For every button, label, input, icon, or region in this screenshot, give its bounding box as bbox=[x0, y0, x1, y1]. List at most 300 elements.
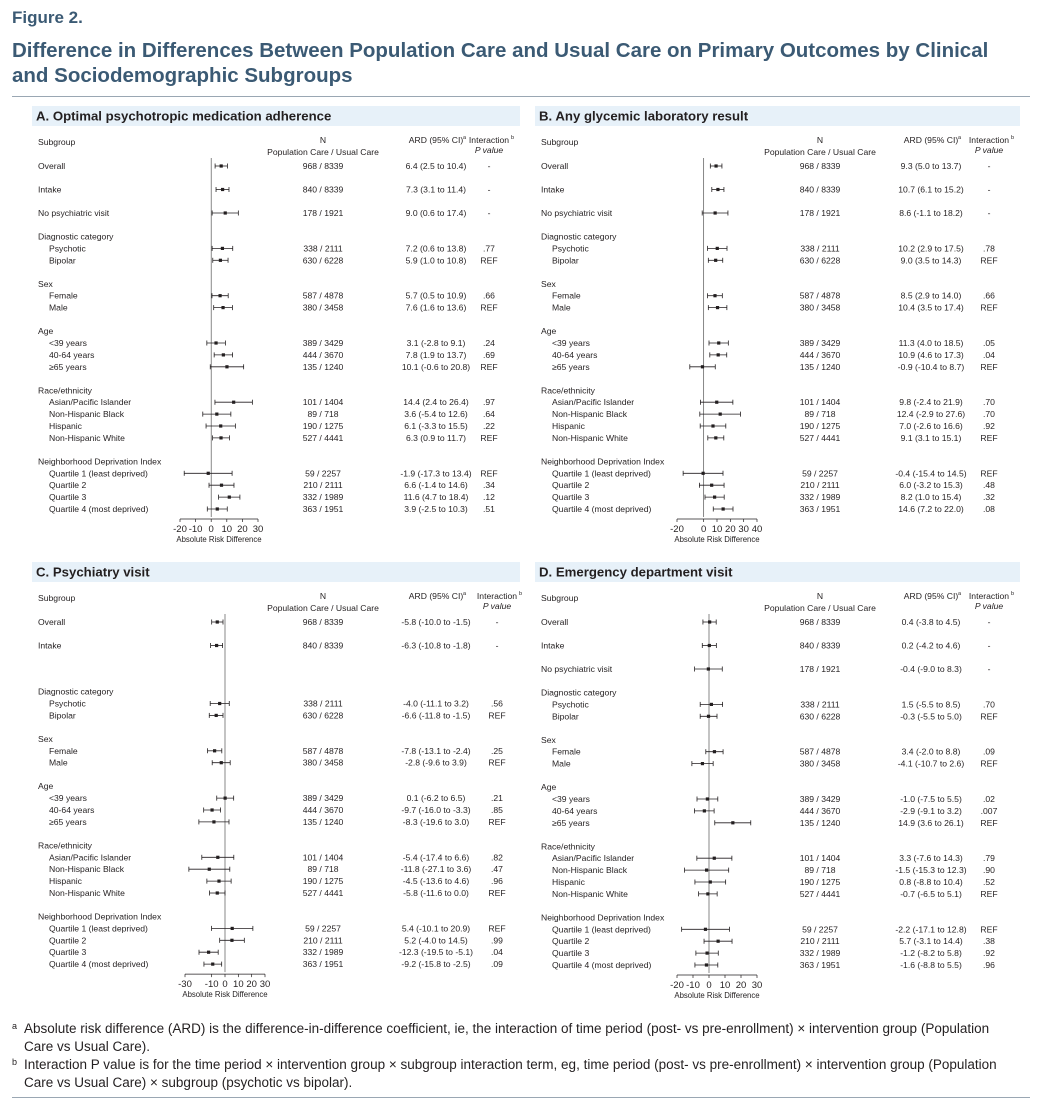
subgroup-label: <39 years bbox=[49, 793, 87, 804]
column-header-ard-sup: a bbox=[958, 591, 962, 597]
ard-value: 10.4 (3.5 to 17.4) bbox=[898, 302, 964, 313]
subgroup-label: Bipolar bbox=[552, 255, 579, 266]
ard-value: 8.5 (2.9 to 14.0) bbox=[900, 290, 962, 301]
subgroup-label: ≥65 years bbox=[49, 361, 87, 372]
subgroup-heading: Neighborhood Deprivation Index bbox=[38, 456, 162, 467]
x-axis-tick-label: 40 bbox=[751, 524, 763, 535]
column-header-n-sub: Population Care / Usual Care bbox=[764, 147, 876, 157]
ard-value: -2.9 (-9.1 to 3.2) bbox=[900, 805, 962, 816]
p-value: REF bbox=[980, 888, 998, 899]
subgroup-label: Bipolar bbox=[49, 255, 76, 266]
ard-value: 9.8 (-2.4 to 21.9) bbox=[899, 397, 963, 408]
subgroup-label: Non-Hispanic Black bbox=[552, 865, 627, 876]
n-value: 389 / 3429 bbox=[302, 338, 344, 348]
point-estimate bbox=[702, 472, 705, 475]
ard-value: 12.4 (-2.9 to 27.6) bbox=[896, 409, 966, 420]
n-value: 190 / 1275 bbox=[302, 421, 344, 431]
p-value: REF bbox=[488, 816, 506, 827]
point-estimate bbox=[717, 940, 720, 943]
ard-value: -5.8 (-11.6 to 0.0) bbox=[403, 888, 469, 899]
point-estimate bbox=[705, 952, 708, 955]
subgroup-label: <39 years bbox=[552, 794, 590, 804]
n-value: 178 / 1921 bbox=[799, 208, 841, 218]
p-value: .92 bbox=[983, 948, 995, 959]
n-value: 59 / 2257 bbox=[802, 924, 838, 935]
ard-value: 9.0 (3.5 to 14.3) bbox=[900, 255, 962, 266]
ard-value: -4.0 (-11.1 to 3.2) bbox=[403, 698, 469, 709]
n-value: 59 / 2257 bbox=[305, 923, 341, 934]
n-value: 363 / 1951 bbox=[302, 959, 344, 970]
point-estimate bbox=[224, 211, 227, 214]
p-value: .79 bbox=[983, 853, 995, 864]
x-axis-tick-label: 30 bbox=[738, 524, 749, 535]
subgroup-label: <39 years bbox=[49, 338, 87, 348]
subgroup-label: Quartile 2 bbox=[552, 936, 590, 947]
subgroup-label: Intake bbox=[38, 640, 62, 651]
n-value: 527 / 4441 bbox=[302, 432, 344, 443]
column-header-subgroup: Subgroup bbox=[38, 137, 76, 147]
p-value: REF bbox=[980, 468, 998, 479]
n-value: 363 / 1951 bbox=[302, 504, 344, 514]
p-value: .05 bbox=[983, 338, 995, 348]
p-value: .69 bbox=[483, 349, 495, 360]
subgroup-label: Female bbox=[552, 290, 581, 301]
subgroup-label: Quartile 1 (least deprived) bbox=[49, 468, 148, 479]
ard-value: 7.2 (0.6 to 13.8) bbox=[405, 243, 467, 254]
column-header-ard: ARD (95% CI) bbox=[903, 135, 959, 145]
subgroup-heading: Diagnostic category bbox=[38, 686, 114, 697]
subgroup-label: Non-Hispanic Black bbox=[49, 864, 124, 875]
n-value: 630 / 6228 bbox=[799, 711, 841, 722]
point-estimate bbox=[207, 472, 210, 475]
subgroup-heading: Neighborhood Deprivation Index bbox=[38, 911, 162, 922]
point-estimate bbox=[722, 507, 725, 510]
x-axis-label: Absolute Risk Difference bbox=[674, 991, 760, 1000]
n-value: 380 / 3458 bbox=[302, 302, 344, 313]
ard-value: 7.3 (3.1 to 11.4) bbox=[405, 184, 467, 195]
n-value: 587 / 4878 bbox=[799, 290, 841, 301]
n-value: 332 / 1989 bbox=[302, 947, 344, 958]
p-value: - bbox=[987, 640, 991, 651]
column-header-ard-sup: a bbox=[463, 591, 467, 597]
n-value: 190 / 1275 bbox=[799, 421, 841, 431]
p-value: .66 bbox=[983, 290, 995, 301]
subgroup-label: Hispanic bbox=[552, 421, 585, 431]
ard-value: -0.4 (-9.0 to 8.3) bbox=[900, 664, 962, 674]
column-header-ard-sup: a bbox=[463, 135, 467, 141]
p-value: .64 bbox=[483, 409, 495, 420]
figure-title: Difference in Differences Between Population Care and Usual Care on Primary Outcomes by Clinical and Sociodemographic Subgroups bbox=[12, 39, 989, 87]
subgroup-label: Intake bbox=[38, 184, 62, 195]
point-estimate bbox=[709, 880, 712, 883]
subgroup-label: No psychiatric visit bbox=[541, 208, 613, 218]
x-axis-tick-label: 30 bbox=[252, 524, 264, 535]
n-value: 89 / 718 bbox=[804, 409, 836, 420]
n-value: 338 / 2111 bbox=[303, 698, 343, 709]
x-axis-tick-label: -20 bbox=[670, 980, 684, 991]
ard-value: 5.7 (-3.1 to 14.4) bbox=[899, 936, 963, 947]
subgroup-heading: Sex bbox=[541, 278, 556, 289]
subgroup-label: <39 years bbox=[552, 338, 590, 348]
ard-value: 6.3 (0.9 to 11.7) bbox=[405, 432, 467, 443]
subgroup-heading: Neighborhood Deprivation Index bbox=[541, 456, 665, 467]
point-estimate bbox=[220, 164, 223, 167]
subgroup-label: ≥65 years bbox=[552, 361, 590, 372]
point-estimate bbox=[210, 808, 213, 811]
point-estimate bbox=[714, 164, 717, 167]
subgroup-heading: Sex bbox=[38, 278, 53, 289]
panel-title: C. Psychiatry visit bbox=[36, 564, 150, 580]
p-value: - bbox=[487, 208, 491, 218]
ard-value: -1.2 (-8.2 to 5.8) bbox=[900, 948, 962, 959]
p-value: .25 bbox=[491, 745, 503, 756]
subgroup-label: Overall bbox=[38, 617, 66, 627]
n-value: 840 / 8339 bbox=[799, 640, 841, 651]
column-header-subgroup: Subgroup bbox=[541, 593, 579, 603]
x-axis-tick-label: -10 bbox=[188, 524, 203, 535]
point-estimate bbox=[710, 703, 713, 706]
n-value: 840 / 8339 bbox=[799, 184, 841, 195]
x-axis-tick-label: 30 bbox=[259, 979, 271, 991]
point-estimate bbox=[224, 797, 227, 800]
point-estimate bbox=[225, 365, 228, 368]
n-value: 630 / 6228 bbox=[799, 255, 841, 266]
p-value: .02 bbox=[983, 794, 995, 804]
n-value: 587 / 4878 bbox=[302, 745, 344, 756]
subgroup-label: Asian/Pacific Islander bbox=[49, 852, 132, 863]
column-header-n-sub: Population Care / Usual Care bbox=[267, 603, 379, 613]
subgroup-label: 40-64 years bbox=[552, 349, 598, 360]
x-axis-tick-label: 30 bbox=[751, 980, 763, 991]
n-value: 968 / 8339 bbox=[302, 161, 344, 171]
subgroup-heading: Diagnostic category bbox=[541, 687, 617, 698]
point-estimate bbox=[218, 702, 221, 705]
x-axis-tick-label: -20 bbox=[173, 524, 187, 535]
p-value: REF bbox=[980, 361, 998, 372]
x-axis-tick-label: 10 bbox=[711, 524, 723, 535]
point-estimate bbox=[701, 365, 704, 368]
p-value: REF bbox=[488, 923, 506, 934]
p-value: .24 bbox=[483, 338, 495, 348]
p-value: .96 bbox=[983, 960, 995, 970]
ard-value: -2.2 (-17.1 to 12.8) bbox=[895, 924, 967, 935]
ard-value: 10.1 (-0.6 to 20.8) bbox=[401, 361, 471, 372]
ard-value: 0.2 (-4.2 to 4.6) bbox=[901, 640, 961, 651]
ard-value: 9.1 (3.1 to 15.1) bbox=[900, 432, 962, 443]
p-value: .52 bbox=[983, 877, 995, 887]
ard-value: -5.4 (-17.4 to 6.6) bbox=[402, 852, 470, 863]
p-value: REF bbox=[488, 888, 506, 899]
n-value: 389 / 3429 bbox=[799, 338, 841, 348]
column-header-n: N bbox=[816, 135, 824, 145]
n-value: 338 / 2111 bbox=[800, 699, 840, 710]
ard-value: 11.6 (4.7 to 18.4) bbox=[403, 492, 469, 503]
subgroup-label: Psychotic bbox=[552, 699, 589, 710]
subgroup-label: Non-Hispanic White bbox=[49, 888, 125, 899]
subgroup-label: Non-Hispanic White bbox=[49, 432, 125, 443]
p-value: .82 bbox=[491, 852, 503, 863]
column-header-p-value: P value bbox=[974, 601, 1004, 611]
p-value: .22 bbox=[483, 421, 495, 431]
n-value: 190 / 1275 bbox=[302, 876, 344, 887]
subgroup-label: Quartile 3 bbox=[552, 492, 590, 503]
n-value: 135 / 1240 bbox=[302, 816, 344, 827]
column-header-p-value: P value bbox=[482, 601, 512, 611]
p-value: .56 bbox=[491, 698, 503, 709]
p-value: .38 bbox=[983, 936, 995, 947]
ard-value: 6.6 (-1.4 to 14.6) bbox=[404, 480, 468, 491]
point-estimate bbox=[232, 401, 235, 404]
ard-value: 9.3 (5.0 to 13.7) bbox=[900, 161, 962, 171]
point-estimate bbox=[208, 868, 211, 871]
n-value: 968 / 8339 bbox=[799, 617, 841, 627]
p-value: - bbox=[987, 161, 991, 171]
subgroup-heading: Race/ethnicity bbox=[38, 840, 92, 851]
subgroup-label: Quartile 3 bbox=[49, 492, 87, 503]
ard-value: 0.1 (-6.2 to 6.5) bbox=[406, 793, 466, 804]
subgroup-label: Hispanic bbox=[49, 876, 82, 887]
ard-value: 11.3 (4.0 to 18.5) bbox=[898, 338, 964, 348]
subgroup-label: Quartile 4 (most deprived) bbox=[552, 960, 652, 970]
ard-value: 14.9 (3.6 to 26.1) bbox=[898, 817, 964, 828]
subgroup-label: 40-64 years bbox=[49, 805, 95, 816]
ard-value: 3.4 (-2.0 to 8.8) bbox=[901, 746, 961, 757]
p-value: .09 bbox=[983, 746, 995, 757]
point-estimate bbox=[710, 484, 713, 487]
subgroup-heading: Age bbox=[541, 326, 557, 337]
n-value: 380 / 3458 bbox=[799, 302, 841, 313]
ard-value: -9.2 (-15.8 to -2.5) bbox=[401, 959, 471, 970]
ard-value: 14.6 (7.2 to 22.0) bbox=[898, 504, 964, 514]
subgroup-label: ≥65 years bbox=[552, 817, 590, 828]
subgroup-label: Psychotic bbox=[552, 243, 589, 254]
n-value: 101 / 1404 bbox=[799, 853, 841, 864]
column-header-ard-sup: a bbox=[958, 135, 962, 141]
ard-value: 3.9 (-2.5 to 10.3) bbox=[404, 504, 468, 514]
p-value: .51 bbox=[483, 504, 495, 514]
ard-value: -1.6 (-8.8 to 5.5) bbox=[900, 960, 962, 970]
ard-value: 1.5 (-5.5 to 8.5) bbox=[901, 699, 961, 710]
point-estimate bbox=[215, 644, 218, 647]
x-axis-tick-label: -20 bbox=[670, 524, 684, 535]
point-estimate bbox=[215, 714, 218, 717]
n-value: 101 / 1404 bbox=[302, 852, 344, 863]
ard-value: -1.9 (-17.3 to 13.4) bbox=[400, 468, 472, 479]
subgroup-label: Overall bbox=[38, 161, 66, 171]
ard-value: -1.5 (-15.3 to 12.3) bbox=[895, 865, 967, 876]
n-value: 363 / 1951 bbox=[799, 960, 841, 970]
column-header-interaction-sup: b bbox=[1011, 135, 1015, 141]
ard-value: 9.0 (0.6 to 17.4) bbox=[405, 208, 467, 218]
p-value: .32 bbox=[983, 492, 995, 503]
point-estimate bbox=[706, 797, 709, 800]
ard-value: 8.2 (1.0 to 15.4) bbox=[900, 492, 962, 503]
forest-panel-4 bbox=[535, 562, 1020, 1000]
p-value: .70 bbox=[983, 699, 995, 710]
ard-value: 14.4 (2.4 to 26.4) bbox=[403, 397, 469, 408]
footnote-b-marker: b bbox=[12, 1057, 18, 1067]
n-value: 59 / 2257 bbox=[802, 468, 838, 479]
point-estimate bbox=[219, 424, 222, 427]
subgroup-label: Non-Hispanic Black bbox=[552, 409, 627, 420]
n-value: 338 / 2111 bbox=[303, 243, 343, 254]
subgroup-label: Psychotic bbox=[49, 698, 86, 709]
n-value: 210 / 2111 bbox=[303, 480, 343, 491]
point-estimate bbox=[708, 620, 711, 623]
p-value: REF bbox=[480, 432, 498, 443]
subgroup-heading: Neighborhood Deprivation Index bbox=[541, 912, 665, 923]
column-header-interaction: Interaction bbox=[468, 135, 510, 145]
n-value: 59 / 2257 bbox=[305, 468, 341, 479]
point-estimate bbox=[707, 667, 710, 670]
subgroup-heading: Race/ethnicity bbox=[541, 385, 595, 396]
x-axis-label: Absolute Risk Difference bbox=[176, 535, 262, 544]
n-value: 135 / 1240 bbox=[302, 361, 344, 372]
footer-divider bbox=[12, 1097, 1030, 1098]
subgroup-label: Quartile 2 bbox=[49, 935, 87, 946]
n-value: 210 / 2111 bbox=[800, 936, 840, 947]
point-estimate bbox=[222, 353, 225, 356]
p-value: REF bbox=[980, 924, 998, 935]
point-estimate bbox=[707, 715, 710, 718]
p-value: - bbox=[987, 617, 991, 627]
footnote-b-text: Interaction P value is for the time period × intervention group × subgroup interaction term, eg, time period (post- vs pre-enrollment) × intervention group (Population Care vs Usual Care) × subgroup (psychotic vs bipolar). bbox=[24, 1057, 997, 1090]
x-axis-tick-label: 0 bbox=[706, 980, 712, 991]
ard-value: 10.2 (2.9 to 17.5) bbox=[898, 243, 964, 254]
n-value: 332 / 1989 bbox=[799, 492, 841, 503]
p-value: REF bbox=[488, 757, 506, 768]
subgroup-heading: Age bbox=[38, 781, 54, 792]
subgroup-label: Intake bbox=[541, 640, 565, 651]
point-estimate bbox=[731, 821, 734, 824]
subgroup-label: 40-64 years bbox=[552, 805, 598, 816]
n-value: 332 / 1989 bbox=[302, 492, 344, 503]
ard-value: 7.6 (1.6 to 13.6) bbox=[405, 302, 467, 313]
n-value: 210 / 2111 bbox=[303, 935, 343, 946]
n-value: 135 / 1240 bbox=[799, 361, 841, 372]
column-header-interaction: Interaction bbox=[968, 135, 1010, 145]
column-header-n-sub: Population Care / Usual Care bbox=[267, 147, 379, 157]
column-header-interaction: Interaction bbox=[476, 591, 518, 601]
point-estimate bbox=[212, 820, 215, 823]
point-estimate bbox=[217, 880, 220, 883]
column-header-interaction-sup: b bbox=[511, 135, 515, 141]
ard-value: -4.1 (-10.7 to 2.6) bbox=[897, 758, 965, 769]
p-value: .99 bbox=[491, 935, 503, 946]
p-value: .78 bbox=[983, 243, 995, 254]
ard-value: -4.5 (-13.6 to 4.6) bbox=[402, 876, 470, 887]
point-estimate bbox=[705, 963, 708, 966]
point-estimate bbox=[715, 401, 718, 404]
point-estimate bbox=[713, 857, 716, 860]
subgroup-heading: Diagnostic category bbox=[38, 231, 114, 242]
p-value: REF bbox=[980, 255, 998, 266]
n-value: 210 / 2111 bbox=[800, 480, 840, 491]
subgroup-label: Female bbox=[49, 290, 78, 301]
subgroup-label: Female bbox=[552, 746, 581, 757]
p-value: .70 bbox=[983, 409, 995, 420]
p-value: REF bbox=[980, 758, 998, 769]
n-value: 101 / 1404 bbox=[302, 397, 344, 408]
column-header-ard: ARD (95% CI) bbox=[903, 591, 959, 601]
point-estimate bbox=[220, 761, 223, 764]
subgroup-label: Quartile 2 bbox=[552, 480, 590, 491]
ard-value: -9.7 (-16.0 to -3.3) bbox=[401, 805, 471, 816]
ard-value: 8.6 (-1.1 to 18.2) bbox=[899, 208, 963, 218]
p-value: - bbox=[987, 664, 991, 674]
subgroup-label: Quartile 3 bbox=[552, 948, 590, 959]
forest-panel-2 bbox=[535, 106, 1020, 544]
ard-value: -0.3 (-5.5 to 5.0) bbox=[900, 711, 962, 722]
subgroup-label: Quartile 1 (least deprived) bbox=[552, 924, 651, 935]
subgroup-label: Bipolar bbox=[49, 710, 76, 721]
point-estimate bbox=[213, 749, 216, 752]
n-value: 135 / 1240 bbox=[799, 817, 841, 828]
subgroup-label: Non-Hispanic Black bbox=[49, 409, 124, 420]
n-value: 380 / 3458 bbox=[302, 757, 344, 768]
ard-value: 3.3 (-7.6 to 14.3) bbox=[899, 853, 963, 864]
p-value: REF bbox=[980, 302, 998, 313]
n-value: 527 / 4441 bbox=[799, 888, 841, 899]
ard-value: 10.9 (4.6 to 17.3) bbox=[898, 349, 964, 360]
n-value: 389 / 3429 bbox=[799, 794, 841, 804]
p-value: - bbox=[495, 640, 499, 651]
x-axis-tick-label: 0 bbox=[701, 524, 707, 535]
ard-value: -2.8 (-9.6 to 3.9) bbox=[405, 757, 467, 768]
subgroup-label: Quartile 1 (least deprived) bbox=[552, 468, 651, 479]
p-value: .09 bbox=[491, 959, 503, 970]
p-value: .48 bbox=[983, 480, 995, 491]
point-estimate bbox=[711, 424, 714, 427]
ard-value: -0.9 (-10.4 to 8.7) bbox=[897, 361, 965, 372]
ard-value: 6.1 (-3.3 to 15.5) bbox=[404, 421, 468, 431]
p-value: .92 bbox=[983, 421, 995, 431]
ard-value: 7.0 (-2.6 to 16.6) bbox=[899, 421, 963, 431]
n-value: 389 / 3429 bbox=[302, 793, 344, 804]
p-value: REF bbox=[980, 711, 998, 722]
n-value: 380 / 3458 bbox=[799, 758, 841, 769]
point-estimate bbox=[221, 247, 224, 250]
point-estimate bbox=[219, 259, 222, 262]
point-estimate bbox=[706, 892, 709, 895]
x-axis-label: Absolute Risk Difference bbox=[674, 535, 760, 544]
subgroup-heading: Sex bbox=[38, 733, 53, 744]
column-header-ard: ARD (95% CI) bbox=[408, 135, 464, 145]
point-estimate bbox=[714, 259, 717, 262]
p-value: - bbox=[987, 208, 991, 218]
subgroup-label: Bipolar bbox=[552, 711, 579, 722]
n-value: 630 / 6228 bbox=[302, 255, 344, 266]
panel-title: A. Optimal psychotropic medication adherence bbox=[36, 108, 332, 124]
p-value: - bbox=[987, 184, 991, 195]
p-value: REF bbox=[480, 361, 498, 372]
x-axis-tick-label: 10 bbox=[233, 979, 244, 991]
p-value: .34 bbox=[483, 480, 495, 491]
subgroup-label: Hispanic bbox=[552, 877, 585, 887]
p-value: - bbox=[495, 617, 499, 627]
subgroup-label: Male bbox=[552, 758, 571, 769]
n-value: 587 / 4878 bbox=[302, 290, 344, 301]
n-value: 190 / 1275 bbox=[799, 877, 841, 887]
p-value: .12 bbox=[483, 492, 495, 503]
p-value: .97 bbox=[483, 397, 495, 408]
subgroup-heading: Sex bbox=[541, 734, 556, 745]
subgroup-label: Non-Hispanic White bbox=[552, 888, 628, 899]
subgroup-heading: Age bbox=[541, 782, 557, 793]
ard-value: 10.7 (6.1 to 15.2) bbox=[898, 184, 964, 195]
n-value: 178 / 1921 bbox=[302, 208, 344, 218]
point-estimate bbox=[716, 306, 719, 309]
